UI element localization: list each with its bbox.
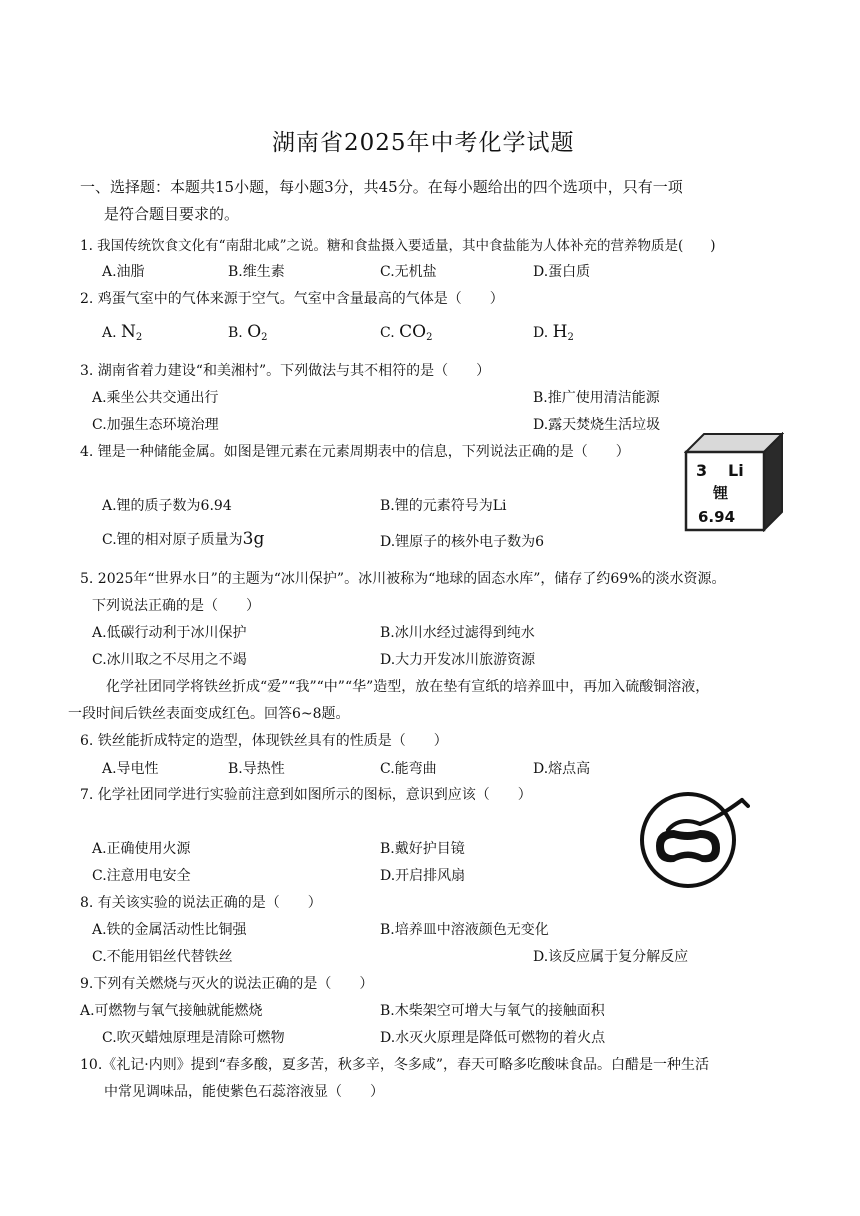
element-name: 锂: [713, 484, 729, 502]
question-2-option-b: [228, 322, 268, 343]
question-9-option-c: C.吹灭蜡烛原理是清除可燃物: [102, 1030, 285, 1046]
question-5-option-a: A.低碳行动利于冰川保护: [92, 625, 247, 641]
atomic-mass: 6.94: [698, 508, 736, 526]
atomic-number: 3: [696, 461, 708, 480]
section-heading: 一、选择题：本题共15小题，每小题3分，共45分。在每小题给出的四个选项中，只有一项: [80, 178, 683, 196]
question-1-stem: 1. 我国传统饮食文化有“南甜北咸”之说。糖和食盐摄入要适量，其中食盐能为人体补充的营养物质是( ): [80, 238, 716, 254]
question-7-option-a: A.正确使用火源: [92, 841, 191, 857]
formula: H: [552, 322, 568, 342]
question-5-stem: 5. 2025年“世界水日”的主题为“冰川保护”。冰川被称为“地球的固态水库”，储存了约69%的淡水资源。: [80, 571, 726, 587]
question-8-option-c: C.不能用铝丝代替铁丝: [92, 949, 233, 965]
question-3-option-b: B.推广使用清洁能源: [533, 390, 660, 406]
question-1-option-b: B.维生素: [228, 264, 285, 280]
question-4-option-a: A.锂的质子数为6.94: [102, 498, 232, 514]
question-1-option-d: D.蛋白质: [533, 264, 591, 280]
question-9-option-a: A.可燃物与氧气接触就能燃烧: [80, 1003, 263, 1019]
question-7-option-c: C.注意用电安全: [92, 868, 191, 884]
option-text: C.锂的相对原子质量为: [102, 532, 243, 548]
formula: CO: [399, 322, 427, 342]
question-2-stem: 2. 鸡蛋气室中的气体来源于空气。气室中含量最高的气体是（ ）: [80, 291, 504, 307]
question-2-option-d: [533, 322, 574, 343]
option-letter: A.: [102, 325, 117, 341]
passage-text-cont: 一段时间后铁丝表面变成红色。回答6~8题。: [68, 706, 350, 722]
passage-text: 化学社团同学将铁丝折成“爱”“我”“中”“华”造型，放在垫有宣纸的培养皿中，再加入硫酸铜溶液，: [106, 679, 710, 695]
question-7-option-d: D.开启排风扇: [380, 868, 466, 884]
option-letter: B.: [228, 325, 243, 341]
question-6-option-d: D.熔点高: [533, 761, 591, 777]
page-title: 湖南省2025年中考化学试题: [272, 130, 575, 156]
question-4-option-d: D.锂原子的核外电子数为6: [380, 534, 545, 550]
question-9-stem: 9.下列有关燃烧与灭火的说法正确的是（ ）: [80, 976, 374, 992]
question-6-option-b: B.导热性: [228, 761, 285, 777]
question-1-option-a: A.油脂: [102, 264, 145, 280]
question-5-option-d: D.大力开发冰川旅游资源: [380, 652, 536, 668]
question-9-option-b: B.木柴架空可增大与氧气的接触面积: [380, 1003, 605, 1019]
question-8-option-a: A.铁的金属活动性比铜强: [92, 922, 247, 938]
subscript: 2: [426, 332, 433, 343]
element-symbol: Li: [728, 461, 744, 480]
question-5-stem-cont: 下列说法正确的是（ ）: [92, 598, 260, 614]
option-letter: D.: [533, 325, 549, 341]
formula: N: [121, 322, 136, 342]
question-3-stem: 3. 湖南省着力建设“和美湘村”。下列做法与其不相符的是（ ）: [80, 363, 491, 379]
question-6-option-c: C.能弯曲: [380, 761, 437, 777]
section-heading-cont: 是符合题目要求的。: [104, 205, 240, 223]
option-letter: C.: [380, 325, 395, 341]
question-8-option-d: D.该反应属于复分解反应: [533, 949, 689, 965]
question-8-stem: 8. 有关该实验的说法正确的是（ ）: [80, 895, 322, 911]
lithium-element-cube: [684, 432, 784, 532]
question-2-option-a: [102, 322, 142, 343]
mass-value: 3g: [242, 529, 265, 549]
question-7-option-b: B.戴好护目镜: [380, 841, 465, 857]
question-4-stem: 4. 锂是一种储能金属。如图是锂元素在元素周期表中的信息，下列说法正确的是（ ）: [80, 444, 630, 460]
formula: O: [247, 322, 262, 342]
subscript: 2: [261, 332, 268, 343]
question-3-option-a: A.乘坐公共交通出行: [92, 390, 219, 406]
question-3-option-d: D.露天焚烧生活垃圾: [533, 417, 661, 433]
question-2-option-c: [380, 322, 432, 343]
question-8-option-b: B.培养皿中溶液颜色无变化: [380, 922, 549, 938]
question-6-option-a: A.导电性: [102, 761, 159, 777]
question-4-option-b: B.锂的元素符号为Li: [380, 498, 507, 514]
subscript: 2: [135, 332, 143, 343]
question-9-option-d: D.水灭火原理是降低可燃物的着火点: [380, 1030, 606, 1046]
question-6-stem: 6. 铁丝能折成特定的造型，体现铁丝具有的性质是（ ）: [80, 733, 448, 749]
question-1-option-c: C.无机盐: [380, 264, 437, 280]
question-10-stem: 10.《礼记·内则》提到“春多酸，夏多苦，秋多辛，冬多咸”，春天可略多吃酸味食品。白醋是一种生活: [80, 1057, 710, 1073]
question-3-option-c: C.加强生态环境治理: [92, 417, 219, 433]
safety-goggles-icon: [638, 790, 750, 890]
question-10-stem-cont: 中常见调味品，能使紫色石蕊溶液显（ ）: [104, 1084, 384, 1100]
question-5-option-c: C.冰川取之不尽用之不竭: [92, 652, 247, 668]
question-5-option-b: B.冰川水经过滤得到纯水: [380, 625, 535, 641]
question-4-option-c: [102, 529, 264, 549]
question-7-stem: 7. 化学社团同学进行实验前注意到如图所示的图标，意识到应该（ ）: [80, 787, 532, 803]
subscript: 2: [567, 332, 574, 343]
